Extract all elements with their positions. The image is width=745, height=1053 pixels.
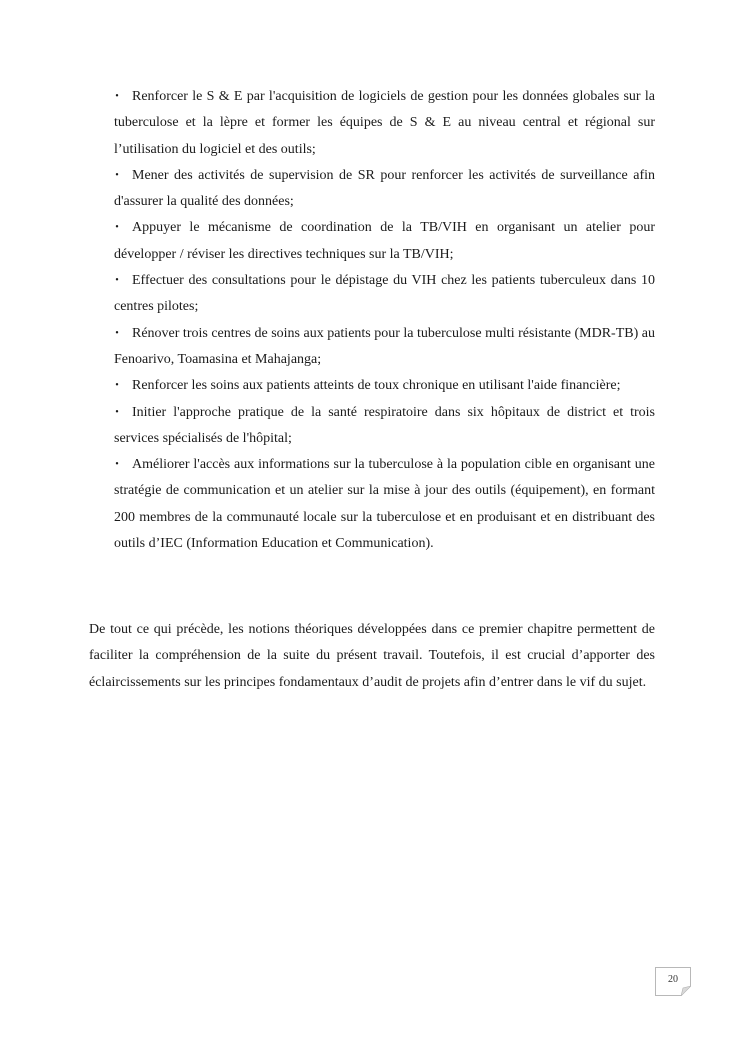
bullet-icon: • [115,327,119,339]
list-item-text: Renforcer les soins aux patients atteints de toux chronique en utilisant l'aide financière; [132,378,621,394]
list-item-text: Effectuer des consultations pour le dépistage du VIH chez les patients tuberculeux dans 10 centres pilotes; [114,273,655,315]
list-item-text: Initier l'approche pratique de la santé respiratoire dans six hôpitaux de district et trois services spécialisés de l'hôpital; [114,404,655,446]
bullet-icon: • [115,406,119,418]
page-fold-icon [681,986,691,996]
list-item [114,400,655,453]
conclusion-paragraph: De tout ce qui précède, les notions théoriques développées dans ce premier chapitre permettent de faciliter la compréhension de la suite du présent travail. Toutefois, il est crucial d’apporter des éclaircissements sur les principes fondamentaux d’audit de projets afin d’entrer dans le vif du sujet. [89,622,655,690]
page-number: 20 [668,974,678,985]
list-item-text: Rénover trois centres de soins aux patients pour la tuberculose multi résistante (MDR-TB) au Fenoarivo, Toamasina et Mahajanga; [114,325,655,367]
bullet-icon: • [115,380,119,392]
list-item-text: Améliorer l'accès aux informations sur la tuberculose à la population cible en organisant une stratégie de communication et un atelier sur la mise à jour des outils (équipement), en formant 200 membres de la communauté locale sur la tuberculose et en produisant et en distribuant des outils d’IEC (Information Education et Communication). [114,457,655,552]
list-item [114,163,655,216]
bullet-list [0,84,745,557]
list-item-text: Appuyer le mécanisme de coordination de la TB/VIH en organisant un atelier pour développer / réviser les directives techniques sur la TB/VIH; [114,220,655,262]
list-item [114,215,655,268]
list-item [114,321,655,374]
list-item [114,268,655,321]
bullet-icon: • [115,459,119,471]
bullet-icon: • [115,169,119,181]
bullet-icon: • [115,222,119,234]
list-item-text: Renforcer le S & E par l'acquisition de logiciels de gestion pour les données globales sur la tuberculose et la lèpre et former les équipes de S & E au niveau central et régional sur l’utilisation du logiciel et des outils; [114,89,655,157]
page-number-box [655,967,691,996]
list-item-text: Mener des activités de supervision de SR pour renforcer les activités de surveillance afin d'assurer la qualité des données; [114,167,655,210]
list-item [114,373,655,399]
bullet-icon: • [115,275,119,287]
list-item [114,84,655,163]
bullet-icon: • [115,91,119,102]
list-item [114,452,655,557]
